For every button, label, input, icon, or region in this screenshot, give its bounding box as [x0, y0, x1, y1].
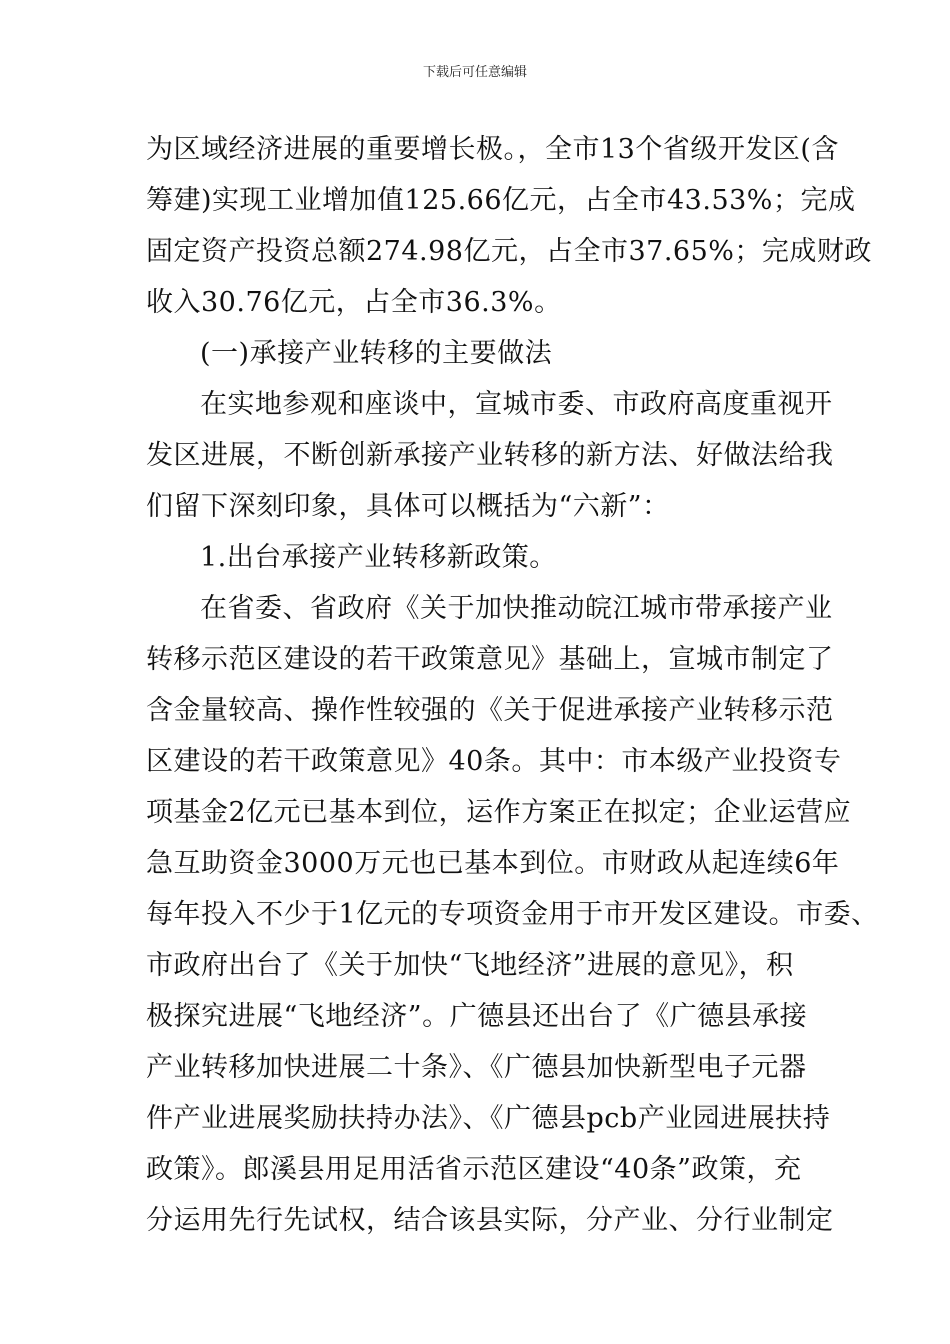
text-line: 项基金2亿元已基本到位，运作方案正在拟定；企业运营应 — [146, 797, 852, 828]
text-line: 每年投入不少于1亿元的专项资金用于市开发区建设。市委、 — [146, 899, 879, 930]
text-line: 分运用先行先试权，结合该县实际，分产业、分行业制定 — [146, 1205, 834, 1236]
text-line: 极探究进展“飞地经济”。广德县还出台了《广德县承接 — [146, 1001, 808, 1032]
text-line: 们留下深刻印象，具体可以概括为“六新”： — [146, 491, 670, 522]
subsection-heading: 1.出台承接产业转移新政策。 — [200, 542, 557, 573]
text-line: 为区域经济进展的重要增长极。，全市13个省级开发区(含 — [146, 134, 839, 165]
paragraph-start-line: 在实地参观和座谈中，宣城市委、市政府高度重视开 — [200, 389, 833, 420]
page-header: 下载后可任意编辑 — [422, 65, 527, 80]
text-line: 市政府出台了《关于加快“飞地经济”进展的意见》，积 — [146, 950, 794, 981]
text-line: 固定资产投资总额274.98亿元，占全市37.65%；完成财政 — [146, 236, 872, 267]
text-line: 转移示范区建设的若干政策意见》基础上，宣城市制定了 — [146, 644, 834, 675]
section-heading: (一)承接产业转移的主要做法 — [200, 338, 553, 369]
text-line: 产业转移加快进展二十条》、《广德县加快新型电子元器 — [146, 1052, 807, 1083]
body-text — [146, 124, 879, 1246]
text-line: 含金量较高、操作性较强的《关于促进承接产业转移示范 — [146, 695, 834, 726]
text-line: 政策》。郎溪县用足用活省示范区建设“40条”政策，充 — [146, 1154, 802, 1185]
text-line: 急互助资金3000万元也已基本到位。市财政从起连续6年 — [146, 848, 840, 879]
text-line: 件产业进展奖励扶持办法》、《广德县pcb产业园进展扶持 — [146, 1103, 831, 1134]
text-line: 发区进展，不断创新承接产业转移的新方法、好做法给我 — [146, 440, 834, 471]
text-line: 收入30.76亿元，占全市36.3%。 — [146, 287, 562, 318]
text-line: 筹建)实现工业增加值125.66亿元，占全市43.53%；完成 — [146, 185, 856, 216]
paragraph-start-line: 在省委、省政府《关于加快推动皖江城市带承接产业 — [200, 593, 833, 624]
text-line: 区建设的若干政策意见》40条。其中：市本级产业投资专 — [146, 746, 842, 777]
